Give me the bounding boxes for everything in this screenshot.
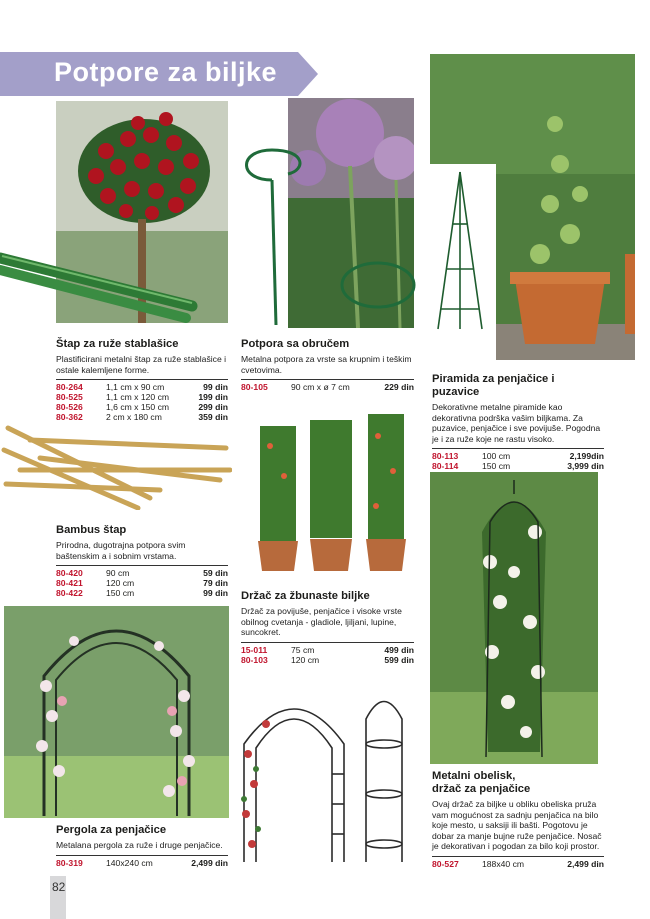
product-price: 99 din [203, 382, 228, 393]
product-price: 499 din [384, 644, 414, 655]
price-row [241, 382, 414, 392]
product-price: 99 din [203, 588, 228, 599]
price-row [56, 568, 228, 578]
price-row [432, 461, 604, 471]
product-size: 75 cm [291, 644, 315, 655]
page-number: 82 [52, 880, 66, 894]
product-price: 59 din [203, 568, 228, 579]
price-row [56, 412, 228, 422]
pyramid-plant-image [430, 54, 635, 360]
product-size: 140x240 cm [106, 857, 153, 868]
obelisk-roses-image [430, 472, 598, 764]
price-table [432, 856, 604, 869]
price-table [56, 379, 228, 422]
product-bambus [56, 524, 228, 598]
product-code: 80-420 [56, 568, 83, 579]
product-description: Prirodna, dugotrajna potpora svim baštenskim a i sobnim vrstama. [56, 540, 186, 561]
product-code: 80-264 [56, 382, 83, 393]
product-price: 3,999 din [567, 461, 604, 472]
product-size: 1,1 cm x 120 cm [106, 392, 170, 403]
product-code: 80-525 [56, 392, 83, 403]
price-row [56, 588, 228, 598]
product-title: Štap za ruže stablašice [56, 338, 179, 350]
price-table [241, 642, 414, 665]
product-zbun [241, 590, 414, 665]
product-description: Plastificirani metalni štap za ruže stablašice i ostale kalemljene forme. [56, 354, 227, 375]
product-code: 80-421 [56, 578, 83, 589]
product-code: 80-527 [432, 858, 459, 869]
product-code: 80-319 [56, 857, 83, 868]
product-price: 359 din [198, 412, 228, 423]
price-table [241, 379, 414, 392]
product-title: Pergola za penjačice [56, 824, 167, 836]
product-description: Dekorativne metalne piramide kao dekorativna podrška vašim biljkama. Za puzavice, penjačice i sve povijuše. Pogodna je i za ruže koje ne rastu visoko. [432, 402, 601, 444]
product-code: 80-114 [432, 461, 459, 472]
product-title: Držač za žbunaste biljke [241, 590, 370, 602]
product-size: 1,6 cm x 150 cm [106, 402, 170, 413]
product-price: 79 din [203, 578, 228, 589]
product-piramida [432, 373, 604, 471]
product-code: 80-103 [241, 654, 268, 665]
product-size: 120 cm [291, 654, 320, 665]
product-pergola [56, 824, 228, 868]
bamboo-image [0, 418, 232, 510]
product-size: 2 cm x 180 cm [106, 412, 162, 423]
product-price: 229 din [384, 382, 414, 393]
product-code: 15-011 [241, 644, 268, 655]
rose-pergola-image [4, 606, 229, 818]
product-description: Metalna potpora za vrste sa krupnim i teškim cvetovima. [241, 354, 412, 375]
page-title: Potpore za biljke [54, 57, 278, 87]
product-size: 90 cm x ø 7 cm [291, 382, 350, 393]
product-size: 150 cm [482, 461, 511, 472]
price-row [432, 859, 604, 869]
product-size: 90 cm [106, 568, 130, 579]
product-title: Potpora sa obručem [241, 338, 350, 350]
product-size: 120 cm [106, 578, 135, 589]
arch-obelisk-frames-image [236, 684, 418, 862]
product-obruc [241, 338, 414, 392]
product-stap [56, 338, 228, 422]
hoop-stake-image [228, 140, 418, 325]
product-description: Ovaj držač za biljke u obliku obeliska pruža vam mogućnost za sadnju penjačica na bilo koje mesto, u saksiji ili bašti. Pogotovu je dobar za manje bujne ruže penjačice. Nosač je dekorativan i pogodan za bilo koji prostor. [432, 799, 602, 852]
product-title: Metalni obelisk, držač za penjačice [432, 770, 531, 795]
product-description: Držač za povijuše, penjačice i visoke vrste obilnog cvetanja - gladiole, ljiljani, lupine, suncokret. [241, 606, 402, 638]
price-row [241, 645, 414, 655]
product-size: 1,1 cm x 90 cm [106, 382, 165, 393]
product-price: 299 din [198, 402, 228, 413]
price-table [56, 565, 228, 598]
price-table [56, 855, 228, 868]
product-price: 2,199din [569, 451, 604, 462]
product-price: 199 din [198, 392, 228, 403]
product-title: Bambus štap [56, 524, 127, 536]
price-row [56, 402, 228, 412]
product-code: 80-526 [56, 402, 83, 413]
green-stakes-image [0, 248, 200, 323]
price-row [56, 392, 228, 402]
product-price: 599 din [384, 654, 414, 665]
product-price: 2,499 din [191, 857, 228, 868]
product-size: 188x40 cm [482, 858, 525, 869]
product-code: 80-362 [56, 412, 83, 423]
product-code: 80-105 [241, 382, 268, 393]
price-row [56, 858, 228, 868]
price-row [56, 382, 228, 392]
plant-holders-image [248, 406, 416, 576]
product-size: 100 cm [482, 451, 511, 462]
price-row [56, 578, 228, 588]
price-table [432, 448, 604, 471]
product-size: 150 cm [106, 588, 135, 599]
product-title: Piramida za penjačice i puzavice [432, 373, 555, 398]
product-price: 2,499 din [567, 858, 604, 869]
product-obelisk [432, 770, 604, 869]
product-description: Metalana pergola za ruže i druge penjačice. [56, 840, 223, 850]
product-code: 80-422 [56, 588, 83, 599]
price-row [432, 451, 604, 461]
product-code: 80-113 [432, 451, 459, 462]
price-row [241, 655, 414, 665]
